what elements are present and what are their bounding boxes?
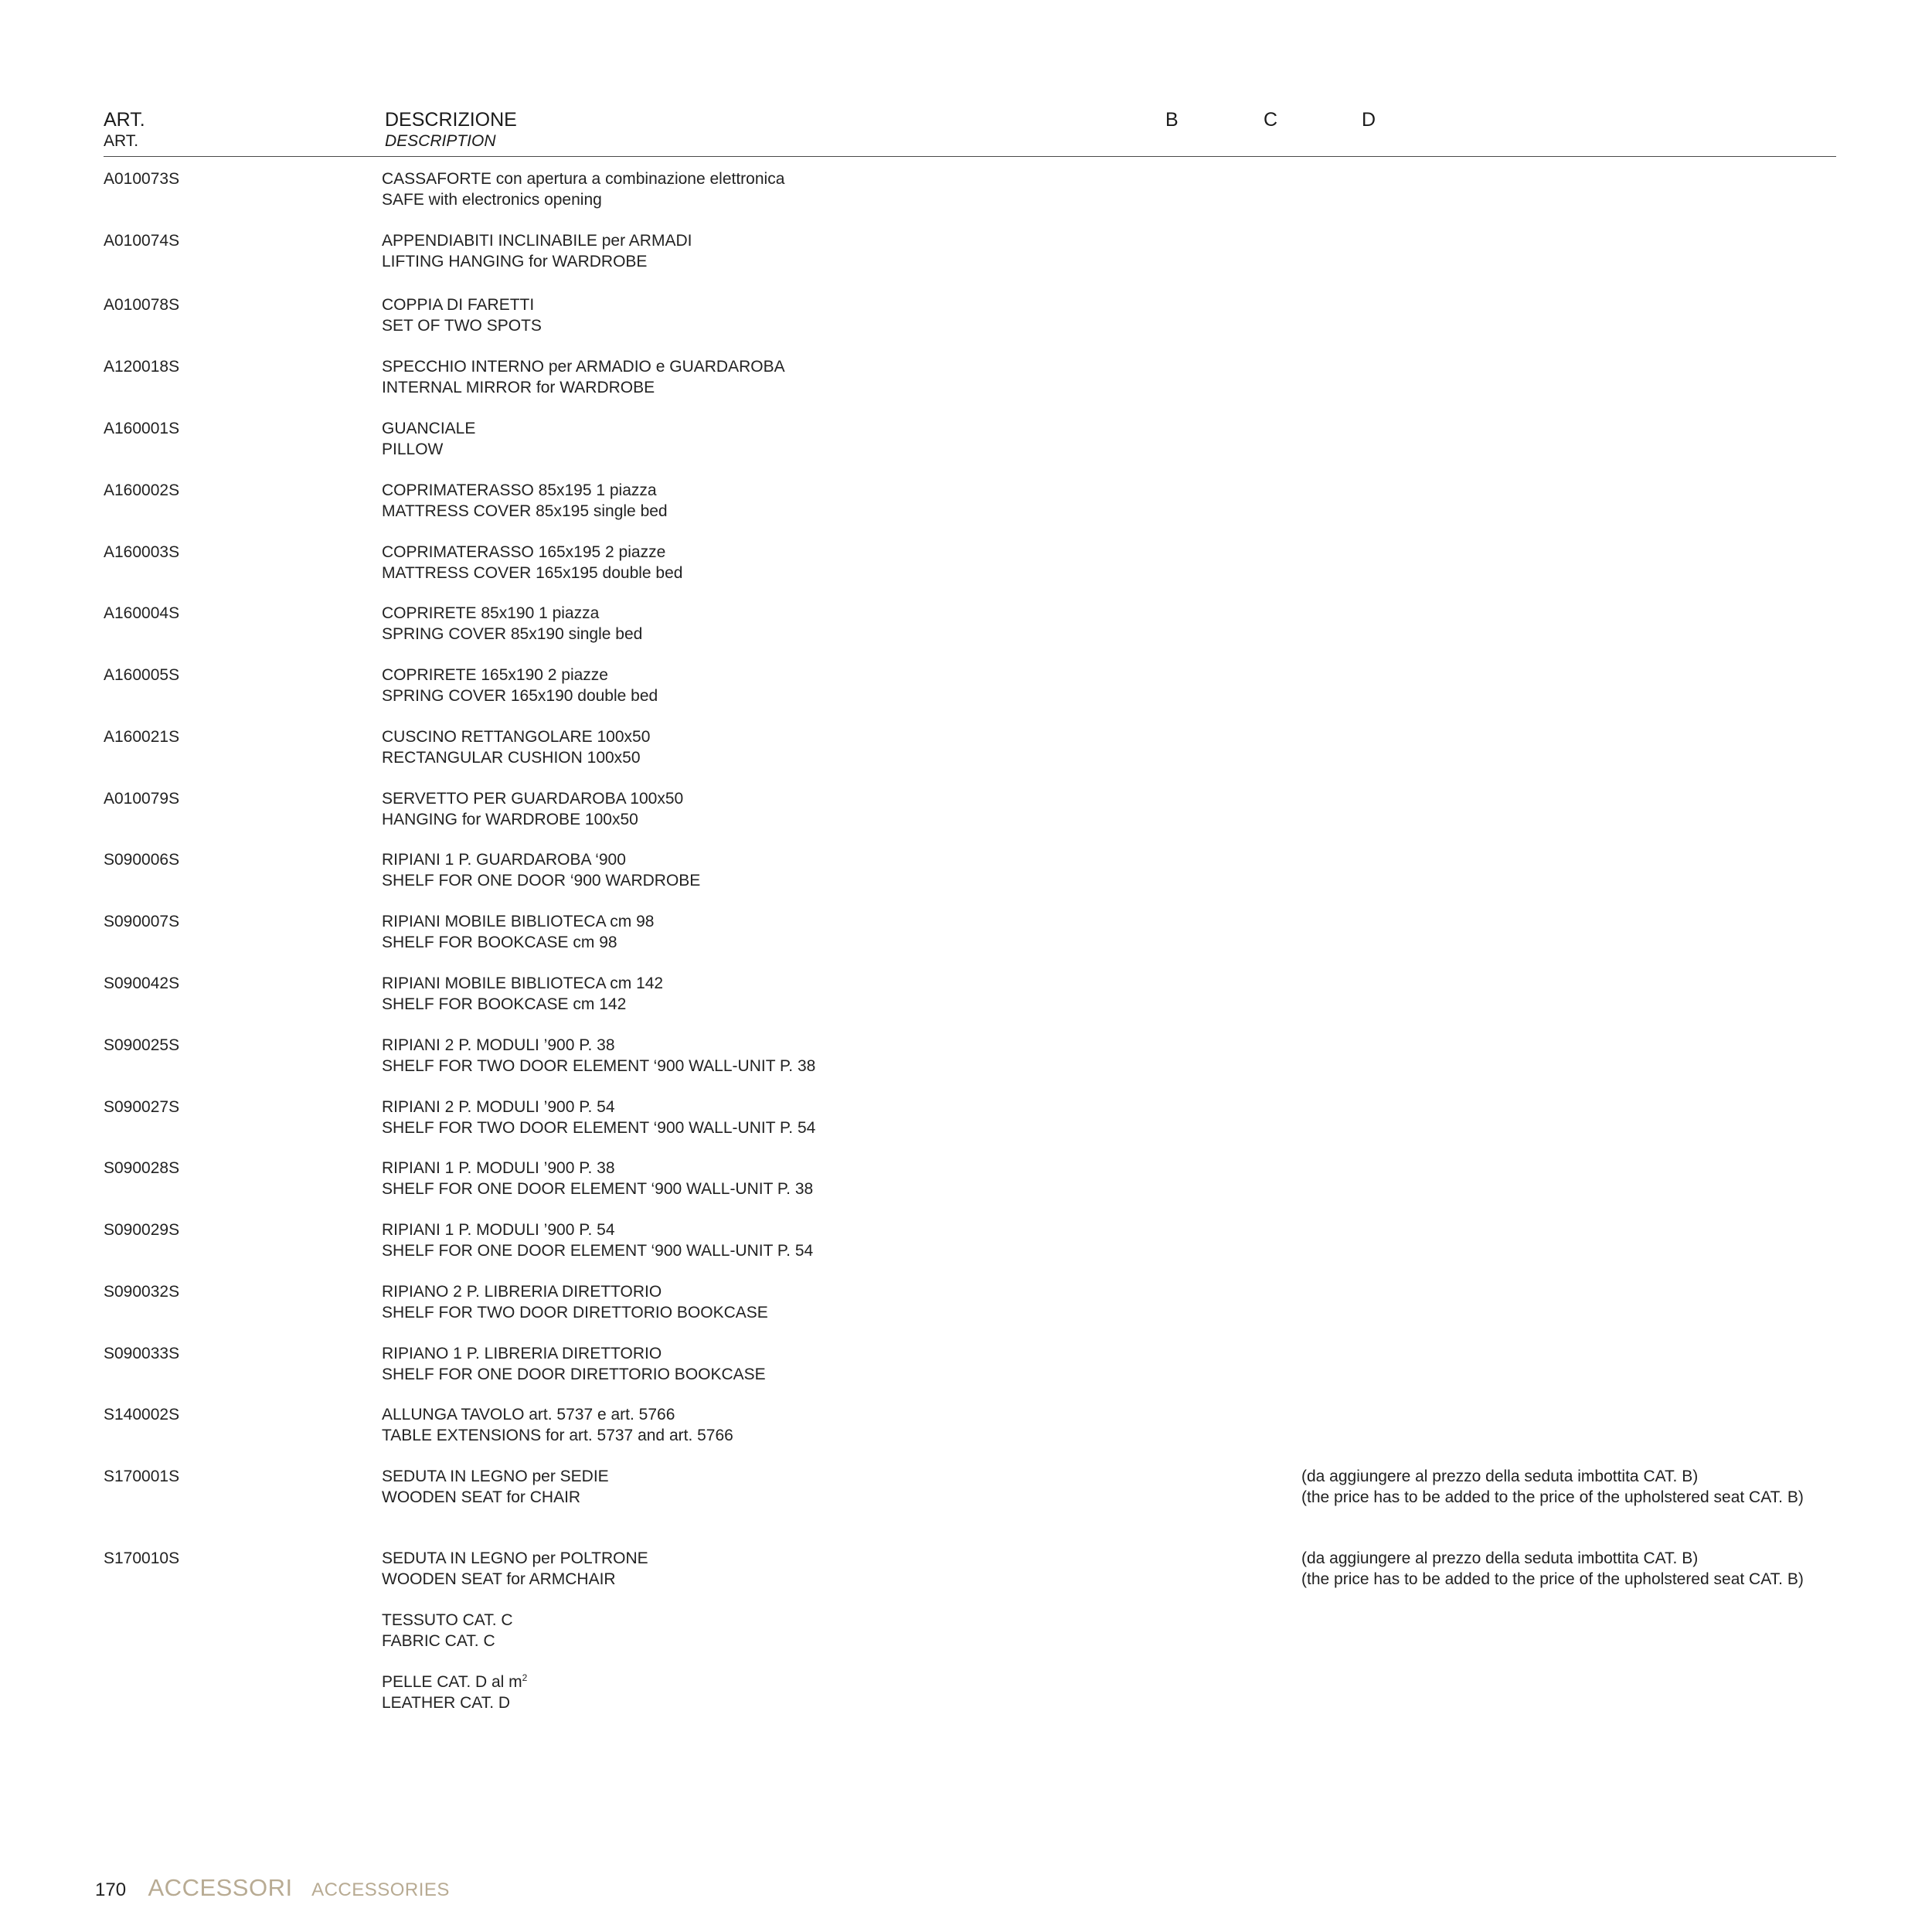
- description-en: SHELF FOR TWO DOOR ELEMENT ‘900 WALL-UNIT P. 54: [382, 1119, 816, 1137]
- article-description: [382, 911, 654, 953]
- price-note: [1301, 1548, 1804, 1590]
- material-category-it: [382, 1672, 527, 1692]
- material-category: [382, 1672, 527, 1713]
- article-code: S140002S: [104, 1406, 180, 1423]
- article-code: A160002S: [104, 481, 180, 499]
- description-en: SHELF FOR ONE DOOR ELEMENT ‘900 WALL-UNIT P. 54: [382, 1242, 814, 1260]
- article-description: [382, 1343, 766, 1385]
- description-en: SHELF FOR ONE DOOR ‘900 WARDROBE: [382, 872, 701, 889]
- article-code: A160004S: [104, 604, 180, 622]
- material-category-it: [382, 1610, 513, 1631]
- art-column-header: [104, 108, 145, 151]
- page-number: 170: [95, 1879, 127, 1900]
- description-it: RIPIANI 2 P. MODULI ’900 P. 54: [382, 1098, 615, 1116]
- article-description: [382, 1281, 768, 1323]
- description-en: SHELF FOR ONE DOOR ELEMENT ‘900 WALL-UNIT P. 38: [382, 1180, 814, 1198]
- article-description: [382, 1158, 813, 1199]
- article-description: [382, 1404, 733, 1446]
- description-it: GUANCIALE: [382, 420, 476, 437]
- article-description: [382, 1466, 609, 1508]
- header-divider: [104, 156, 1836, 157]
- superscript-unit: 2: [522, 1672, 528, 1683]
- description-en: SHELF FOR TWO DOOR DIRETTORIO BOOKCASE: [382, 1304, 768, 1321]
- article-code: S090007S: [104, 913, 180, 930]
- column-c-header: C: [1264, 109, 1278, 131]
- table-header: [0, 0, 1932, 162]
- description-it: SERVETTO PER GUARDAROBA 100x50: [382, 790, 684, 808]
- article-description: [382, 294, 542, 336]
- article-code: S090029S: [104, 1221, 180, 1239]
- article-description: [382, 788, 683, 830]
- article-code: S090027S: [104, 1098, 180, 1116]
- description-it: COPRIRETE 85x190 1 piazza: [382, 604, 600, 622]
- description-it: RIPIANO 2 P. LIBRERIA DIRETTORIO: [382, 1283, 662, 1301]
- description-it: RIPIANI 1 P. MODULI ’900 P. 54: [382, 1221, 615, 1239]
- article-description: [382, 726, 650, 768]
- article-code: A160005S: [104, 666, 180, 684]
- article-code: A120018S: [104, 358, 180, 376]
- article-description: [382, 1097, 815, 1138]
- description-it: RIPIANI MOBILE BIBLIOTECA cm 98: [382, 913, 655, 930]
- material-category-en: FABRIC CAT. C: [382, 1632, 495, 1650]
- description-en: HANGING for WARDROBE 100x50: [382, 811, 638, 828]
- description-it: CASSAFORTE con apertura a combinazione elettronica: [382, 170, 785, 188]
- article-code: S090025S: [104, 1036, 180, 1054]
- section-title-en: ACCESSORIES: [311, 1879, 450, 1900]
- material-category-it-text: TESSUTO CAT. C: [382, 1611, 513, 1629]
- description-en: PILLOW: [382, 440, 444, 458]
- description-en: INTERNAL MIRROR for WARDROBE: [382, 379, 655, 396]
- article-code: S090033S: [104, 1345, 180, 1362]
- price-note-en: (the price has to be added to the price of the upholstered seat CAT. B): [1301, 1488, 1804, 1506]
- article-description: [382, 480, 668, 522]
- page-footer: [95, 1874, 450, 1905]
- description-it: SPECCHIO INTERNO per ARMADIO e GUARDAROBA: [382, 358, 785, 376]
- description-en: SHELF FOR TWO DOOR ELEMENT ‘900 WALL-UNIT P. 38: [382, 1057, 816, 1075]
- article-description: [382, 230, 692, 272]
- article-code: A160021S: [104, 728, 180, 746]
- description-en: SET OF TWO SPOTS: [382, 317, 542, 335]
- article-code: S090042S: [104, 975, 180, 992]
- description-it: SEDUTA IN LEGNO per POLTRONE: [382, 1549, 648, 1567]
- article-description: [382, 665, 658, 706]
- description-label-en: DESCRIPTION: [385, 132, 496, 150]
- article-description: [382, 603, 642, 645]
- description-en: WOODEN SEAT for ARMCHAIR: [382, 1570, 616, 1588]
- material-category: [382, 1610, 513, 1651]
- description-label: DESCRIZIONE: [385, 109, 517, 131]
- article-code: A010079S: [104, 790, 180, 808]
- article-description: [382, 168, 784, 210]
- article-code: A160001S: [104, 420, 180, 437]
- description-en: LIFTING HANGING for WARDROBE: [382, 253, 648, 270]
- article-code: A010078S: [104, 296, 180, 314]
- section-title: ACCESSORI: [148, 1874, 293, 1901]
- article-description: [382, 356, 785, 398]
- description-it: COPRIRETE 165x190 2 piazze: [382, 666, 608, 684]
- article-code: A010073S: [104, 170, 180, 188]
- description-en: RECTANGULAR CUSHION 100x50: [382, 749, 641, 767]
- article-code: S090006S: [104, 851, 180, 869]
- description-it: COPRIMATERASSO 85x195 1 piazza: [382, 481, 657, 499]
- article-description: [382, 542, 682, 583]
- price-note-it: (da aggiungere al prezzo della seduta imbottita CAT. B): [1301, 1549, 1699, 1567]
- column-b-header: B: [1165, 109, 1179, 131]
- description-it: ALLUNGA TAVOLO art. 5737 e art. 5766: [382, 1406, 675, 1423]
- description-en: SHELF FOR ONE DOOR DIRETTORIO BOOKCASE: [382, 1366, 766, 1383]
- description-it: CUSCINO RETTANGOLARE 100x50: [382, 728, 651, 746]
- price-note-it: (da aggiungere al prezzo della seduta imbottita CAT. B): [1301, 1468, 1699, 1485]
- description-en: MATTRESS COVER 85x195 single bed: [382, 502, 668, 520]
- description-en: SPRING COVER 165x190 double bed: [382, 687, 658, 705]
- article-code: A160003S: [104, 543, 180, 561]
- description-it: RIPIANO 1 P. LIBRERIA DIRETTORIO: [382, 1345, 662, 1362]
- description-it: RIPIANI 2 P. MODULI ’900 P. 38: [382, 1036, 615, 1054]
- material-category-it-text: PELLE CAT. D al m: [382, 1673, 522, 1691]
- description-it: COPPIA DI FARETTI: [382, 296, 535, 314]
- description-it: COPRIMATERASSO 165x195 2 piazze: [382, 543, 666, 561]
- article-description: [382, 418, 475, 460]
- description-en: SHELF FOR BOOKCASE cm 142: [382, 995, 627, 1013]
- article-code: S090032S: [104, 1283, 180, 1301]
- description-column-header: [385, 108, 517, 151]
- description-en: SAFE with electronics opening: [382, 191, 602, 209]
- article-code: S090028S: [104, 1159, 180, 1177]
- price-note: [1301, 1466, 1804, 1508]
- material-category-en: LEATHER CAT. D: [382, 1694, 511, 1712]
- description-en: MATTRESS COVER 165x195 double bed: [382, 564, 683, 582]
- article-description: [382, 1548, 648, 1590]
- article-code: S170010S: [104, 1549, 180, 1567]
- price-note-en: (the price has to be added to the price of the upholstered seat CAT. B): [1301, 1570, 1804, 1588]
- description-en: TABLE EXTENSIONS for art. 5737 and art. 5766: [382, 1427, 733, 1444]
- description-en: SHELF FOR BOOKCASE cm 98: [382, 934, 617, 951]
- description-en: SPRING COVER 85x190 single bed: [382, 625, 643, 643]
- art-label: ART.: [104, 109, 145, 131]
- description-it: RIPIANI 1 P. GUARDAROBA ‘900: [382, 851, 626, 869]
- article-code: A010074S: [104, 232, 180, 250]
- description-it: SEDUTA IN LEGNO per SEDIE: [382, 1468, 609, 1485]
- description-it: APPENDIABITI INCLINABILE per ARMADI: [382, 232, 692, 250]
- description-en: WOODEN SEAT for CHAIR: [382, 1488, 581, 1506]
- column-d-header: D: [1362, 109, 1376, 131]
- art-label-en: ART.: [104, 132, 139, 150]
- article-description: [382, 1219, 813, 1261]
- description-it: RIPIANI 1 P. MODULI ’900 P. 38: [382, 1159, 615, 1177]
- article-description: [382, 1035, 815, 1077]
- article-description: [382, 849, 700, 891]
- article-description: [382, 973, 663, 1015]
- description-it: RIPIANI MOBILE BIBLIOTECA cm 142: [382, 975, 664, 992]
- article-code: S170001S: [104, 1468, 180, 1485]
